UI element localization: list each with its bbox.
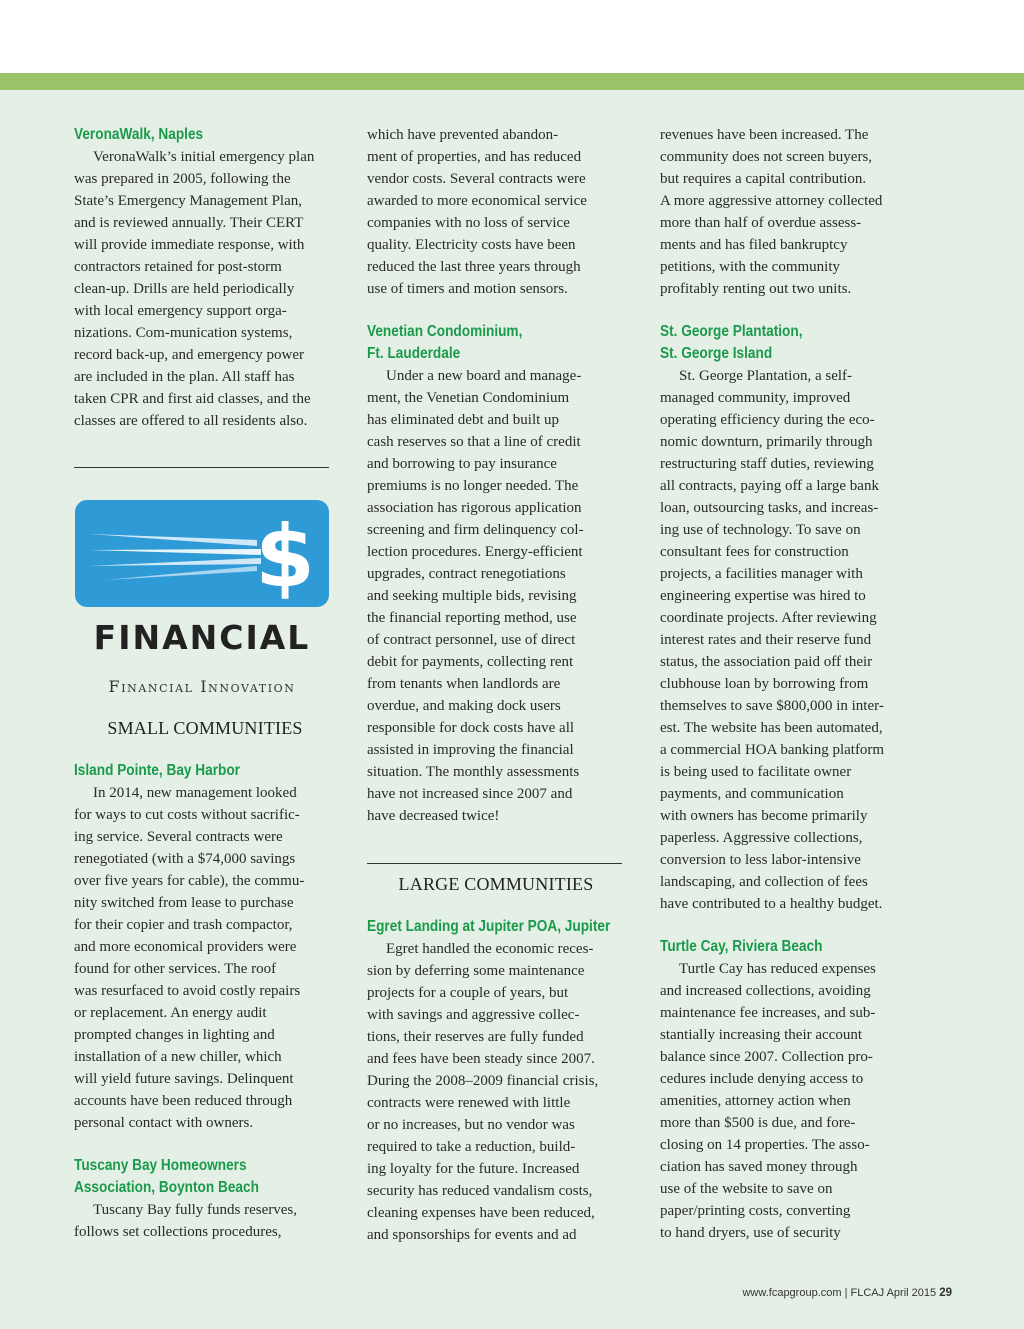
text-line: found for other services. The roof bbox=[74, 961, 277, 977]
text-line: lection procedures. Energy-efficient bbox=[367, 544, 583, 560]
text-line: clean-up. Drills are held periodically bbox=[74, 281, 295, 297]
text-line: assisted in improving the financial bbox=[367, 742, 574, 758]
heading-venetian-1: Venetian Condominium, bbox=[367, 323, 523, 340]
text-line: engineering expertise was hired to bbox=[660, 588, 866, 604]
text-line: During the 2008–2009 financial crisis, bbox=[367, 1073, 599, 1089]
paragraph-egret-landing bbox=[367, 938, 625, 1246]
text-line: quality. Electricity costs have been bbox=[367, 237, 576, 253]
text-line: amenities, attorney action when bbox=[660, 1093, 851, 1109]
text-line: balance since 2007. Collection pro- bbox=[660, 1049, 873, 1065]
text-line: interest rates and their reserve fund bbox=[660, 632, 872, 648]
text-line: and borrowing to pay insurance bbox=[367, 456, 557, 472]
paragraph-veronawalk bbox=[74, 146, 336, 432]
text-line: In 2014, new management looked bbox=[93, 785, 297, 801]
text-line: or replacement. An energy audit bbox=[74, 1005, 267, 1021]
text-line: association has rigorous application bbox=[367, 500, 582, 516]
text-line: all contracts, paying off a large bank bbox=[660, 478, 879, 494]
text-line: status, the association paid off their bbox=[660, 654, 873, 670]
heading-turtle-cay: Turtle Cay, Riviera Beach bbox=[660, 938, 823, 955]
text-line: paper/printing costs, converting bbox=[660, 1203, 851, 1219]
text-line: themselves to save $800,000 in inter- bbox=[660, 698, 884, 714]
heading-venetian-2: Ft. Lauderdale bbox=[367, 345, 461, 362]
text-line: ciation has saved money through bbox=[660, 1159, 858, 1175]
financial-title: FINANCIAL bbox=[93, 618, 311, 657]
svg-text:$: $ bbox=[255, 507, 315, 607]
text-line: consultant fees for construction bbox=[660, 544, 849, 560]
text-line: responsible for dock costs have all bbox=[367, 720, 575, 736]
heading-island-pointe: Island Pointe, Bay Harbor bbox=[74, 762, 241, 779]
text-line: or no increases, but no vendor was bbox=[367, 1117, 575, 1133]
text-line: community does not screen buyers, bbox=[660, 149, 873, 165]
text-line: use of the website to save on bbox=[660, 1181, 833, 1197]
text-line: and increased collections, avoiding bbox=[660, 983, 871, 999]
page-number: 29 bbox=[939, 1287, 952, 1299]
text-line: clubhouse loan by borrowing from bbox=[660, 676, 869, 692]
text-line: revenues have been increased. The bbox=[660, 127, 869, 143]
text-line: installation of a new chiller, which bbox=[74, 1049, 282, 1065]
text-line: to hand dryers, use of security bbox=[660, 1225, 841, 1241]
text-line: have not increased since 2007 and bbox=[367, 786, 573, 802]
paragraph-continued bbox=[367, 124, 625, 300]
heading-tuscany-bay-1: Tuscany Bay Homeowners bbox=[74, 1157, 247, 1174]
text-line: cedures include denying access to bbox=[660, 1071, 864, 1087]
text-line: ment of properties, and has reduced bbox=[367, 149, 582, 165]
paragraph-continued bbox=[660, 124, 922, 300]
text-line: have contributed to a healthy budget. bbox=[660, 896, 883, 912]
text-line: petitions, with the community bbox=[660, 259, 840, 275]
paragraph-venetian bbox=[367, 365, 625, 827]
paragraph-turtle-cay bbox=[660, 958, 922, 1244]
heading-veronawalk: VeronaWalk, Naples bbox=[74, 126, 204, 143]
text-line: Turtle Cay has reduced expenses bbox=[679, 961, 876, 977]
text-line: and is reviewed annually. Their CERT bbox=[74, 215, 304, 231]
paragraph-st-george bbox=[660, 365, 922, 915]
text-line: managed community, improved bbox=[660, 390, 851, 406]
heading-st-george-2: St. George Island bbox=[660, 345, 773, 362]
text-line: have decreased twice! bbox=[367, 808, 500, 824]
text-line: ing loyalty for the future. Increased bbox=[367, 1161, 580, 1177]
column-2 bbox=[367, 124, 625, 827]
text-line: accounts have been reduced through bbox=[74, 1093, 293, 1109]
text-line: record back-up, and emergency power bbox=[74, 347, 305, 363]
footer-publication: FLCAJ bbox=[850, 1287, 885, 1299]
text-line: renegotiated (with a $74,000 savings bbox=[74, 851, 296, 867]
text-line: taken CPR and first aid classes, and the bbox=[74, 391, 311, 407]
paragraph-island-pointe bbox=[74, 782, 336, 1134]
section-title-large-communities: LARGE COMMUNITIES bbox=[398, 874, 594, 894]
heading-tuscany-bay-2: Association, Boynton Beach bbox=[74, 1179, 259, 1196]
text-line: companies with no loss of service bbox=[367, 215, 570, 231]
text-line: contractors retained for post-storm bbox=[74, 259, 282, 275]
text-line: maintenance fee increases, and sub- bbox=[660, 1005, 876, 1021]
section-divider bbox=[74, 467, 329, 468]
text-line: ing use of technology. To save on bbox=[660, 522, 861, 538]
text-line: nizations. Com-munication systems, bbox=[74, 325, 293, 341]
text-line: debit for payments, collecting rent bbox=[367, 654, 574, 670]
text-line: projects for a couple of years, but bbox=[367, 985, 569, 1001]
column-1-lower bbox=[74, 717, 336, 1243]
text-line: classes are offered to all residents also. bbox=[74, 413, 308, 429]
text-line: Under a new board and manage- bbox=[386, 368, 582, 384]
page-footer bbox=[742, 1287, 952, 1299]
footer-issue: April 2015 bbox=[886, 1287, 937, 1299]
text-line: overdue, and making dock users bbox=[367, 698, 561, 714]
section-title-small-communities: SMALL COMMUNITIES bbox=[107, 718, 303, 738]
text-line: prompted changes in lighting and bbox=[74, 1027, 275, 1043]
text-line: St. George Plantation, a self- bbox=[679, 368, 853, 384]
text-line: more than $500 is due, and fore- bbox=[660, 1115, 856, 1131]
text-line: is being used to facilitate owner bbox=[660, 764, 852, 780]
text-line: screening and firm delinquency col- bbox=[367, 522, 584, 538]
text-line: ments and has filed bankruptcy bbox=[660, 237, 848, 253]
text-line: coordinate projects. After reviewing bbox=[660, 610, 877, 626]
text-line: with owners has become primarily bbox=[660, 808, 868, 824]
text-line: conversion to less labor-intensive bbox=[660, 852, 861, 868]
text-line: tions, their reserves are fully funded bbox=[367, 1029, 584, 1045]
text-line: with local emergency support orga- bbox=[74, 303, 287, 319]
text-line: situation. The monthly assessments bbox=[367, 764, 580, 780]
text-line: will yield future savings. Delinquent bbox=[74, 1071, 294, 1087]
text-line: more than half of overdue assess- bbox=[660, 215, 862, 231]
heading-st-george-1: St. George Plantation, bbox=[660, 323, 803, 340]
dollar-sign-speed-icon bbox=[75, 500, 329, 607]
column-3 bbox=[660, 124, 922, 1244]
text-line: loan, outsourcing tasks, and increas- bbox=[660, 500, 879, 516]
text-line: vendor costs. Several contracts were bbox=[367, 171, 586, 187]
text-line: landscaping, and collection of fees bbox=[660, 874, 868, 890]
section-divider bbox=[367, 863, 622, 864]
text-line: premiums is no longer needed. The bbox=[367, 478, 579, 494]
text-line: State’s Emergency Management Plan, bbox=[74, 193, 302, 209]
footer-separator: | bbox=[844, 1287, 848, 1299]
text-line: nomic downturn, primarily through bbox=[660, 434, 873, 450]
text-line: and fees have been steady since 2007. bbox=[367, 1051, 595, 1067]
column-1 bbox=[74, 124, 336, 432]
text-line: will provide immediate response, with bbox=[74, 237, 305, 253]
text-line: operating efficiency during the eco- bbox=[660, 412, 875, 428]
text-line: restructuring staff duties, reviewing bbox=[660, 456, 874, 472]
text-line: awarded to more economical service bbox=[367, 193, 587, 209]
column-2-lower bbox=[367, 873, 625, 1246]
text-line: are included in the plan. All staff has bbox=[74, 369, 295, 385]
financial-subtitle: Financial Innovation bbox=[108, 677, 296, 696]
text-line: cleaning expenses have been reduced, bbox=[367, 1205, 595, 1221]
text-line: but requires a capital contribution. bbox=[660, 171, 867, 187]
text-line: was prepared in 2005, following the bbox=[74, 171, 291, 187]
text-line: ing service. Several contracts were bbox=[74, 829, 283, 845]
text-line: follows set collections procedures, bbox=[74, 1224, 282, 1240]
text-line: for ways to cut costs without sacrific- bbox=[74, 807, 300, 823]
text-line: reduced the last three years through bbox=[367, 259, 581, 275]
text-line: closing on 14 properties. The asso- bbox=[660, 1137, 870, 1153]
text-line: for their copier and trash compactor, bbox=[74, 917, 293, 933]
text-line: which have prevented abandon- bbox=[367, 127, 559, 143]
text-line: use of timers and motion sensors. bbox=[367, 281, 568, 297]
text-line: contracts were renewed with little bbox=[367, 1095, 571, 1111]
text-line: est. The website has been automated, bbox=[660, 720, 883, 736]
text-line: and seeking multiple bids, revising bbox=[367, 588, 577, 604]
heading-egret-landing: Egret Landing at Jupiter POA, Jupiter bbox=[367, 918, 611, 935]
text-line: VeronaWalk’s initial emergency plan bbox=[93, 149, 315, 165]
financial-graphic bbox=[75, 500, 329, 607]
text-line: of contract personnel, use of direct bbox=[367, 632, 576, 648]
paragraph-tuscany-bay bbox=[74, 1199, 336, 1243]
header-color-band bbox=[0, 73, 1024, 90]
text-line: from tenants when landlords are bbox=[367, 676, 561, 692]
text-line: Tuscany Bay fully funds reserves, bbox=[93, 1202, 298, 1218]
footer-website[interactable]: www.fcapgroup.com bbox=[742, 1287, 842, 1299]
text-line: over five years for cable), the commu- bbox=[74, 873, 305, 889]
text-line: a commercial HOA banking platform bbox=[660, 742, 885, 758]
text-line: projects, a facilities manager with bbox=[660, 566, 863, 582]
text-line: A more aggressive attorney collected bbox=[660, 193, 883, 209]
text-line: nity switched from lease to purchase bbox=[74, 895, 294, 911]
text-line: was resurfaced to avoid costly repairs bbox=[74, 983, 301, 999]
text-line: the financial reporting method, use bbox=[367, 610, 577, 626]
text-line: and sponsorships for events and ad bbox=[367, 1227, 577, 1243]
text-line: ment, the Venetian Condominium bbox=[367, 390, 570, 406]
text-line: personal contact with owners. bbox=[74, 1115, 254, 1131]
page-top-margin bbox=[0, 0, 1024, 73]
text-line: with savings and aggressive collec- bbox=[367, 1007, 580, 1023]
text-line: upgrades, contract renegotiations bbox=[367, 566, 566, 582]
text-line: security has reduced vandalism costs, bbox=[367, 1183, 593, 1199]
text-line: and more economical providers were bbox=[74, 939, 297, 955]
text-line: sion by deferring some maintenance bbox=[367, 963, 585, 979]
text-line: has eliminated debt and built up bbox=[367, 412, 560, 428]
text-line: cash reserves so that a line of credit bbox=[367, 434, 581, 450]
text-line: required to take a reduction, build- bbox=[367, 1139, 576, 1155]
text-line: profitably renting out two units. bbox=[660, 281, 852, 297]
text-line: paperless. Aggressive collections, bbox=[660, 830, 863, 846]
text-line: payments, and communication bbox=[660, 786, 844, 802]
text-line: Egret handled the economic reces- bbox=[386, 941, 594, 957]
text-line: stantially increasing their account bbox=[660, 1027, 863, 1043]
